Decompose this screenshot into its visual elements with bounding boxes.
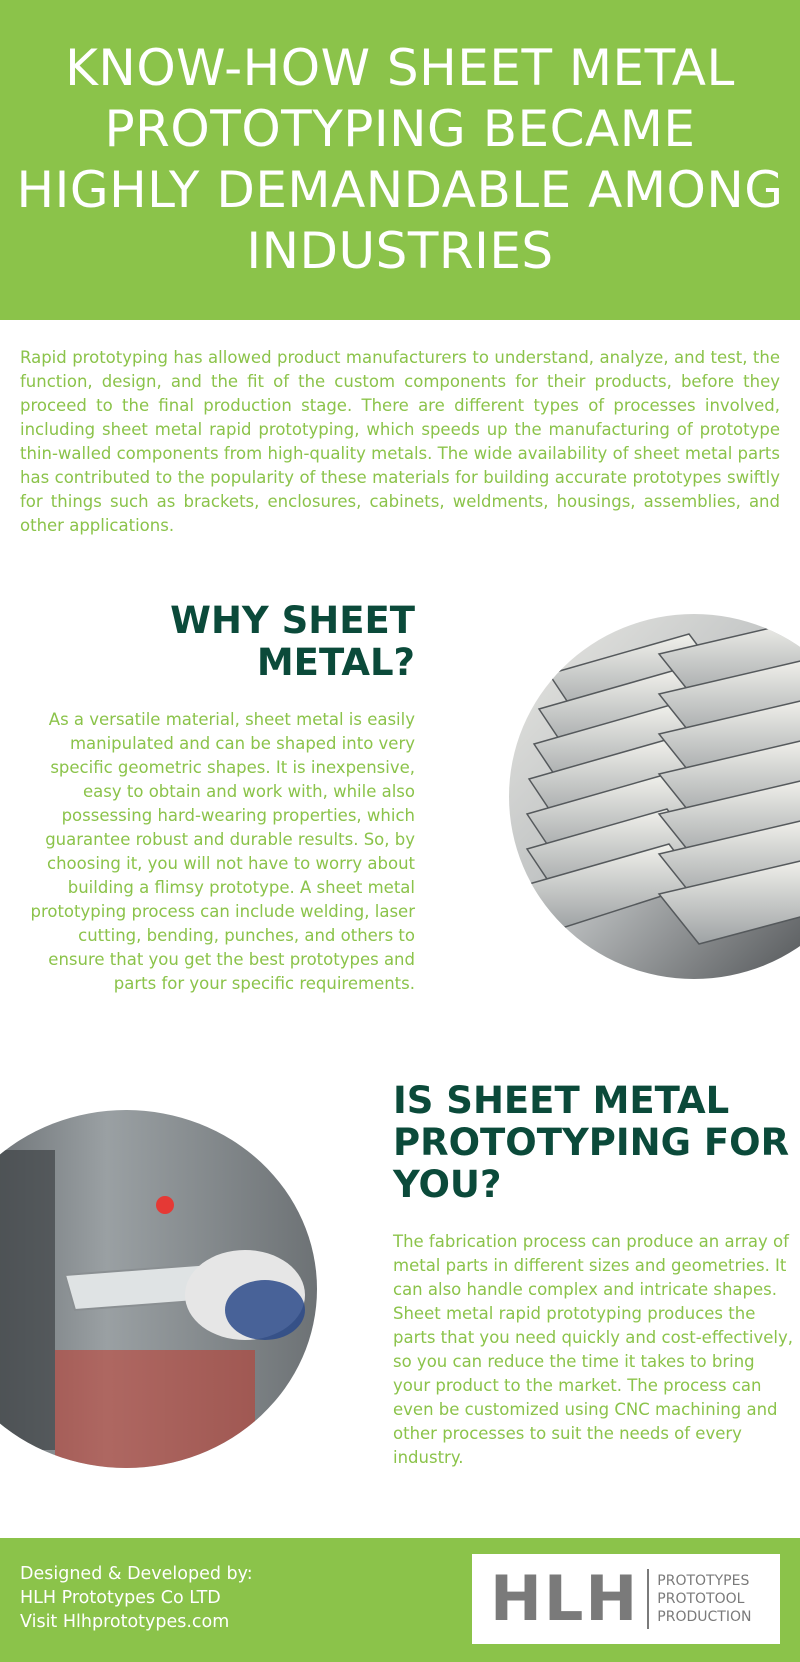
why-sheet-metal-body: As a versatile material, sheet metal is easily manipulated and can be shaped into very specific geometric shapes. It is inexpensive, easy to obtain and work with, while also possessing hard-wearing properties, which guarantee robust and durable results. So, by choosing it, you will not have to worry about building a flimsy prototype. A sheet metal prototyping process can include welding, laser cutting, bending, punches, and others to ensure that you get the best prototypes and parts for your specific requirements. <box>30 710 415 993</box>
credits-website[interactable]: Visit Hlhprototypes.com <box>20 1612 230 1632</box>
logo-wordmark <box>657 1572 751 1626</box>
logo-word-prototypes: PROTOTYPES <box>657 1573 750 1589</box>
page-title: KNOW-HOW SHEET METAL PROTOTYPING BECAME HIGHLY DEMANDABLE AMONG INDUSTRIES <box>16 39 784 280</box>
is-it-for-you-heading: IS SHEET METAL PROTOTYPING FOR YOU? <box>393 1079 790 1206</box>
why-sheet-metal-heading: WHY SHEET METAL? <box>170 599 415 684</box>
logo-divider <box>647 1569 649 1629</box>
is-it-for-you-body: The fabrication process can produce an array of metal parts in different sizes and geometries. It can also handle complex and intricate shapes. Sheet metal rapid prototyping produces the parts that you need quickly and cost-effectively, so you can reduce the time it takes to bring your product to the market. The process can even be customized using CNC machining and other processes to suit the needs of every industry. <box>393 1232 793 1467</box>
bending-sheet-metal-photo <box>0 1110 317 1468</box>
credits-company: HLH Prototypes Co LTD <box>20 1588 221 1608</box>
intro-paragraph: Rapid prototyping has allowed product manufacturers to understand, analyze, and test, the function, design, and the fit of the custom components for their products, before they proceed to the final production stage. There are different types of processes involved, including sheet metal rapid prototyping, which speeds up the manufacturing of prototype thin-walled components from high-quality metals. The wide availability of sheet metal parts has contributed to the popularity of these materials for building accurate prototypes swiftly for things such as brackets, enclosures, cabinets, weldments, housings, assemblies, and other applications. <box>20 348 780 535</box>
logo-word-prototool: PROTOTOOL <box>657 1591 745 1607</box>
credits-designed-by: Designed & Developed by: <box>20 1564 253 1584</box>
logo-mark: HLH <box>490 1562 640 1635</box>
header-banner <box>0 0 800 320</box>
credits-block <box>20 1562 253 1634</box>
hlh-logo <box>472 1554 780 1644</box>
logo-word-production: PRODUCTION <box>657 1609 752 1625</box>
footer-banner <box>0 1538 800 1662</box>
stacked-sheet-metal-photo <box>509 614 800 979</box>
